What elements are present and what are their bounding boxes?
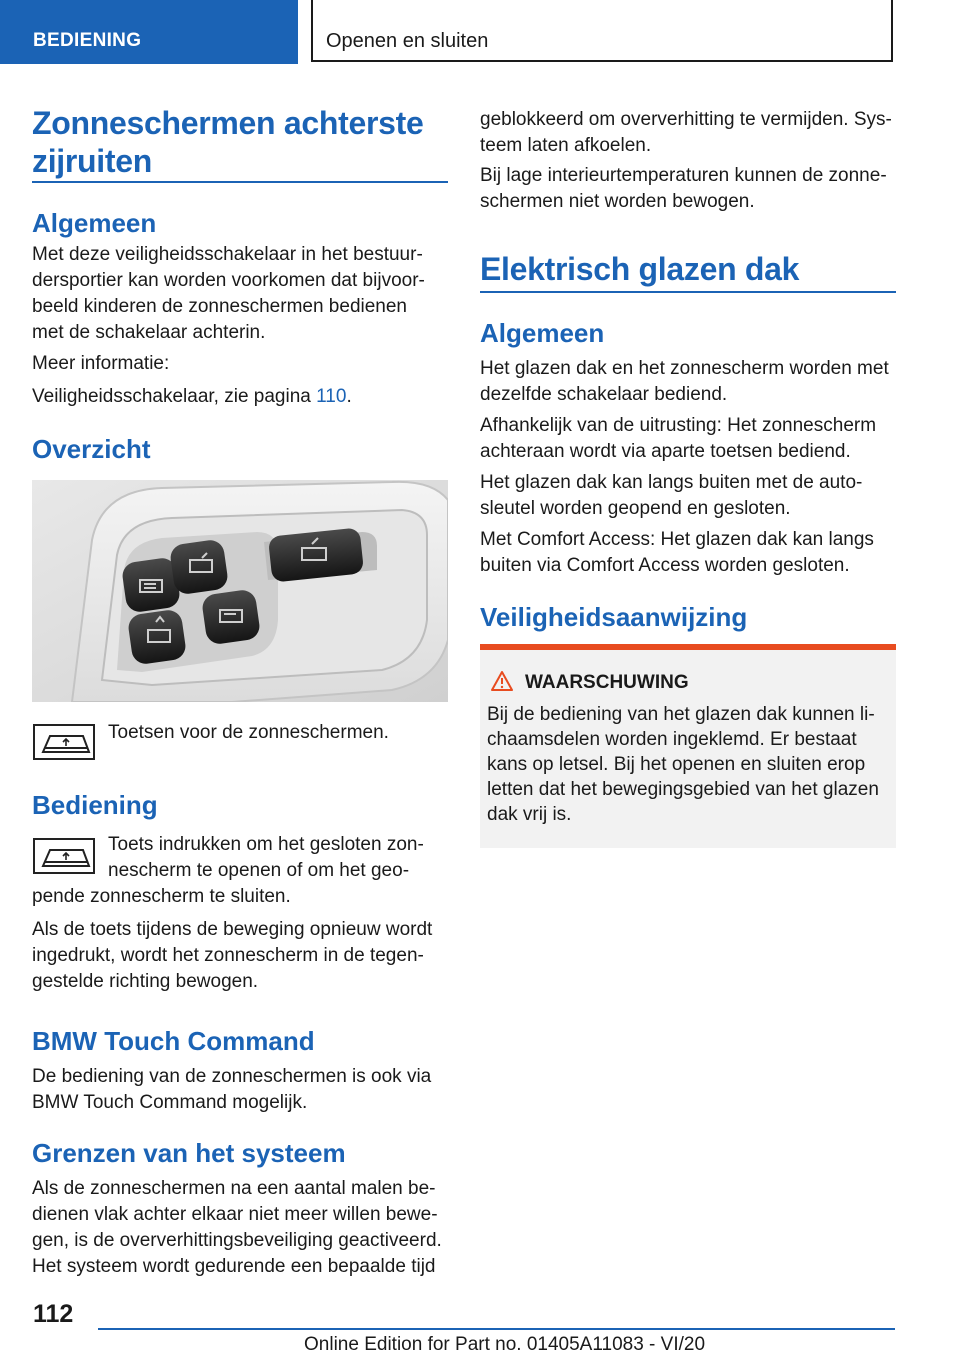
warning-text-5: dak vrij is. — [487, 804, 572, 825]
touch-command-text-2: BMW Touch Command mogelijk. — [32, 1092, 308, 1113]
warning-text-2: chaamsdelen worden ingeklemd. Er bestaat — [487, 729, 857, 750]
grenzen-text-2: dienen vlak achter elkaar niet meer willen bewe- — [32, 1204, 438, 1225]
warning-text-3: kans op letsel. Bij het openen en sluiten erop — [487, 754, 866, 775]
warning-text-4: letten dat het bewegingsgebied van het glazen — [487, 779, 879, 800]
glazen-dak-p2-1: Afhankelijk van de uitrusting: Het zonnescherm — [480, 415, 877, 436]
bediening-heading: Bediening — [32, 790, 158, 820]
algemeen-heading: Algemeen — [32, 208, 157, 238]
page-title-line-2: zijruiten — [32, 143, 152, 179]
algemeen-text-4: met de schakelaar achterin. — [32, 322, 266, 343]
glazen-dak-p3-1: Het glazen dak kan langs buiten met de auto- — [480, 472, 863, 493]
algemeen-text-1: Met deze veiligheidsschakelaar in het bestuur- — [32, 244, 423, 265]
page-number: 112 — [33, 1300, 74, 1328]
title-rule — [32, 181, 448, 183]
grenzen-text-3: gen, is de oververhittingsbeveiliging geactiveerd. — [32, 1230, 442, 1251]
glazen-dak-p4-1: Met Comfort Access: Het glazen dak kan langs — [480, 529, 874, 550]
glazen-dak-rule — [480, 291, 896, 293]
page-title-line-1: Zonneschermen achterste — [32, 105, 424, 141]
cross-reference-end: . — [346, 386, 352, 407]
grenzen-text-1: Als de zonneschermen na een aantal malen be- — [32, 1178, 436, 1199]
bediening-text-1: Toets indrukken om het gesloten zon- — [108, 834, 424, 855]
continued2-text-2: schermen niet worden bewogen. — [480, 191, 755, 212]
warning-title: WAARSCHUWING — [525, 672, 689, 693]
footer-edition: Online Edition for Part no. 01405A11083 - VI/20 — [304, 1334, 706, 1355]
glazen-dak-title: Elektrisch glazen dak — [480, 251, 800, 287]
glazen-dak-p1-2: dezelfde schakelaar bediend. — [480, 384, 728, 405]
icon-caption: Toetsen voor de zonneschermen. — [108, 722, 389, 743]
algemeen-text-2: dersportier kan worden voorkomen dat bijvoor- — [32, 270, 425, 291]
bediening-text-3: pende zonnescherm te sluiten. — [32, 886, 291, 907]
touch-command-heading: BMW Touch Command — [32, 1026, 315, 1056]
page-link-110[interactable]: 110 — [316, 386, 347, 407]
warning-bar — [480, 644, 896, 650]
header-section-label: BEDIENING — [33, 30, 142, 51]
warning-triangle-icon — [490, 670, 514, 692]
bediening2-text-3: gestelde richting bewogen. — [32, 971, 259, 992]
warning-body — [487, 702, 887, 827]
switch-panel-photo — [32, 480, 448, 702]
glazen-dak-algemeen-heading: Algemeen — [480, 318, 605, 348]
veiligheid-heading: Veiligheidsaanwijzing — [480, 602, 748, 632]
grenzen-heading: Grenzen van het systeem — [32, 1138, 346, 1168]
footer-rule — [98, 1328, 895, 1330]
continued-text-2: teem laten afkoelen. — [480, 135, 652, 156]
glazen-dak-p3-2: sleutel worden geopend en gesloten. — [480, 498, 791, 519]
warning-box — [480, 644, 896, 848]
continued-text-1: geblokkeerd om oververhitting te vermijden. Sys- — [480, 109, 892, 130]
sunshade-button-icon — [33, 724, 95, 760]
glazen-dak-p1-1: Het glazen dak en het zonnescherm worden met — [480, 358, 889, 379]
touch-command-text-1: De bediening van de zonneschermen is ook via — [32, 1066, 432, 1087]
glazen-dak-p2-2: achteraan wordt via aparte toetsen bediend. — [480, 441, 851, 462]
meer-informatie: Meer informatie: — [32, 353, 170, 374]
continued2-text-1: Bij lage interieurtemperaturen kunnen de zonne- — [480, 165, 887, 186]
bediening2-text-1: Als de toets tijdens de beweging opnieuw wordt — [32, 919, 433, 940]
glazen-dak-p4-2: buiten via Comfort Access worden gesloten. — [480, 555, 850, 576]
bediening2-text-2: ingedrukt, wordt het zonnescherm in de tegen- — [32, 945, 424, 966]
cross-reference — [32, 384, 352, 409]
cross-reference-text: Veiligheidsschakelaar, zie pagina — [32, 386, 317, 407]
header-chapter-label: Openen en sluiten — [326, 30, 489, 52]
overzicht-heading: Overzicht — [32, 434, 151, 464]
grenzen-text-4: Het systeem wordt gedurende een bepaalde tijd — [32, 1256, 436, 1277]
algemeen-text-3: beeld kinderen de zonneschermen bedienen — [32, 296, 407, 317]
bediening-text-2: nescherm te openen of om het geo- — [108, 860, 410, 881]
sunshade-button-icon-2 — [33, 838, 95, 874]
warning-text-1: Bij de bediening van het glazen dak kunnen li- — [487, 704, 875, 725]
